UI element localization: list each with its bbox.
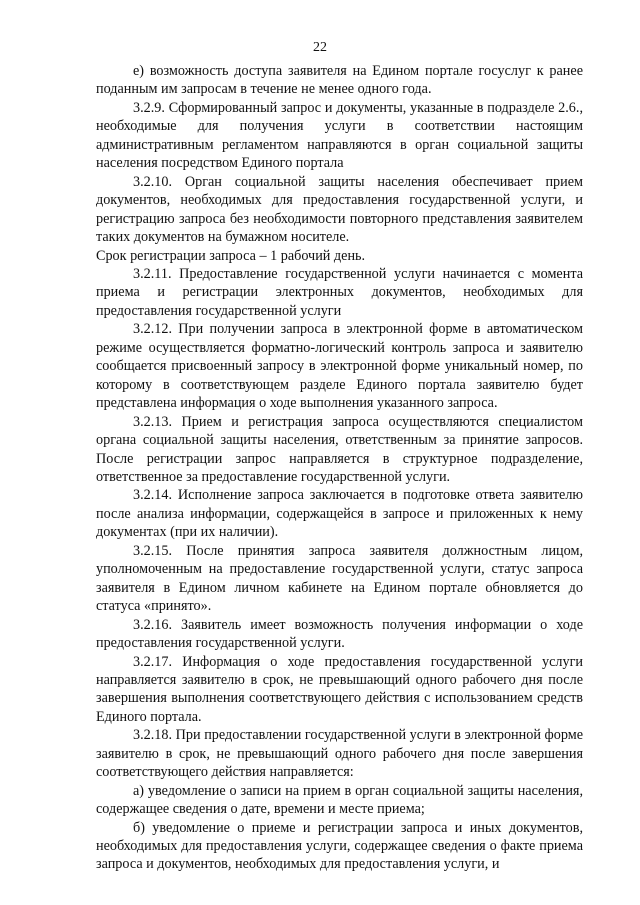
paragraph-item-b-registration-notice: б) уведомление о приеме и регистрации запроса и иных документов, необходимых для предоставления услуги, содержащее сведения о факте приема запроса и документов, необходимых для предоставления услуги, и: [96, 819, 583, 873]
paragraph-3-2-13: 3.2.13. Прием и регистрация запроса осуществляются специалистом органа социальной защиты населения, ответственным за принятие запросов. После регистрации запрос направляется в структурное подразделение, ответственное за предоставление государственной услуги.: [96, 413, 583, 485]
paragraph-3-2-16: 3.2.16. Заявитель имеет возможность получения информации о ходе предоставления государственной услуги.: [96, 616, 583, 652]
paragraph-item-a-appointment-notice: а) уведомление о записи на прием в орган социальной защиты населения, содержащее сведения о дате, времени и месте приема;: [96, 782, 583, 818]
paragraph-registration-term: Срок регистрации запроса – 1 рабочий день.: [96, 247, 366, 264]
paragraph-3-2-18: 3.2.18. При предоставлении государственной услуги в электронной форме заявителю в срок, не превышающий одного рабочего дня после завершения соответствующего действия направляется:: [96, 727, 583, 781]
paragraph-3-2-15: 3.2.15. После принятия запроса заявителя должностным лицом, уполномоченным на предоставление государственной услуги, статус запроса заявителя в Едином личном кабинете на Едином портале обновляется до статуса «принято».: [96, 542, 583, 615]
document-body: [96, 62, 583, 874]
page-number: 22: [313, 40, 327, 55]
paragraph-3-2-14: 3.2.14. Исполнение запроса заключается в подготовке ответа заявителю после анализа информации, содержащейся в запросе и приложенных к нему документах (при их наличии).: [96, 487, 583, 541]
paragraph-3-2-9: 3.2.9. Сформированный запрос и документы, указанные в подразделе 2.6., необходимые для получения услуги в соответствии настоящим административным регламентом направляются в орган социальной защиты населения посредством Единого портала: [96, 99, 583, 172]
paragraph-3-2-10: 3.2.10. Орган социальной защиты населения обеспечивает прием документов, необходимых для предоставления государственной услуги, и регистрацию запроса без необходимости повторного представления заявителем таких документов на бумажном носителе.: [96, 173, 583, 246]
paragraph-3-2-11: 3.2.11. Предоставление государственной услуги начинается с момента приема и регистрации электронных документов, необходимых для предоставления государственной услуги: [96, 265, 583, 319]
paragraph-3-2-12: 3.2.12. При получении запроса в электронной форме в автоматическом режиме осуществляется форматно-логический контроль запроса и заявителю сообщается присвоенный запросу в электронной форме уникальный номер, по которому в соответствующем разделе Единого портала заявителю будет представлена информация о ходе выполнения указанного запроса.: [96, 321, 583, 412]
paragraph-item-e-account-access: е) возможность доступа заявителя на Едином портале госуслуг к ранее поданным им запросам в течение не менее одного года.: [96, 63, 583, 98]
paragraph-3-2-17: 3.2.17. Информация о ходе предоставления государственной услуги направляется заявителю в срок, не превышающий одного рабочего дня после завершения выполнения соответствующего действия с использованием средств Единого портала.: [96, 653, 583, 725]
